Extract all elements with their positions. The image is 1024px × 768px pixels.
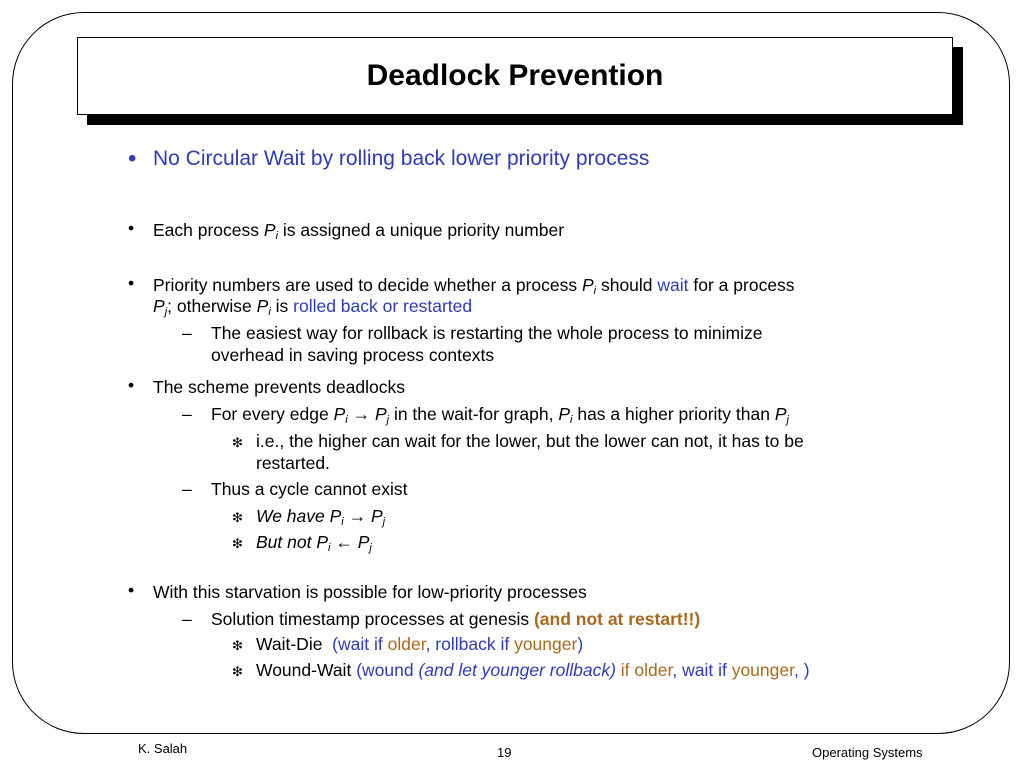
bullet-5-sub-1: Solution timestamp processes at genesis (and not at restart!!) [211, 609, 701, 629]
bullet-icon: • [128, 273, 135, 293]
dash-icon: – [182, 479, 192, 499]
bullet-4-sub-1: For every edge $P_i \to P_j$ in the wait-for graph, $P_i$ has a higher priority than $P_j$ [211, 404, 789, 426]
wait-die-line: Wait-Die (wait if older, rollback if younger) [256, 634, 584, 654]
bullet-2-text: Each process $P_i$ is assigned a unique priority number [153, 220, 565, 242]
slide-title: Deadlock Prevention [366, 59, 664, 92]
wound-wait-line: Wound-Wait (wound (and let younger rollback) if older, wait if younger, ) [256, 660, 810, 680]
dash-icon: – [182, 404, 192, 424]
bullet-4-sub-2a: We have $P_i \to P_j$ [256, 506, 386, 528]
bullet-4-sub-1a-line-1: i.e., the higher can wait for the lower, but the lower can not, it has to be [256, 431, 804, 451]
dash-icon: – [182, 323, 192, 343]
bullet-4-sub-2b: But not $P_i$ ← $P_j$ [256, 532, 372, 554]
bullet-3-line-1: Priority numbers are used to decide whether a process $P_i$ should wait for a process [153, 275, 795, 297]
bullet-4-sub-2: Thus a cycle cannot exist [211, 479, 408, 499]
star-bullet-icon: ❇ [232, 435, 243, 450]
bullet-4-text: The scheme prevents deadlocks [153, 377, 405, 397]
bullet-icon: • [128, 580, 135, 600]
bullet-3-line-2: $P_j$; otherwise $P_i$ is rolled back or restarted [153, 296, 473, 318]
star-bullet-icon: ❇ [232, 510, 243, 525]
star-bullet-icon: ❇ [232, 638, 243, 653]
star-bullet-icon: ❇ [232, 664, 243, 679]
bullet-icon: • [128, 145, 137, 172]
bullet-3-sub-line-2: overhead in saving process contexts [211, 345, 495, 365]
footer-page-number: 19 [497, 745, 512, 760]
bullet-5-text: With this starvation is possible for low-priority processes [153, 582, 587, 602]
star-bullet-icon: ❇ [232, 536, 243, 551]
bullet-4-sub-1a-line-2: restarted. [256, 453, 330, 473]
dash-icon: – [182, 609, 192, 629]
footer-course: Operating Systems [812, 745, 923, 760]
bullet-icon: • [128, 375, 135, 395]
bullet-icon: • [128, 218, 135, 238]
footer-author: K. Salah [138, 741, 188, 756]
bullet-3-sub-line-1: The easiest way for rollback is restarting the whole process to minimize [211, 323, 763, 343]
bullet-1-text: No Circular Wait by rolling back lower priority process [153, 147, 650, 170]
